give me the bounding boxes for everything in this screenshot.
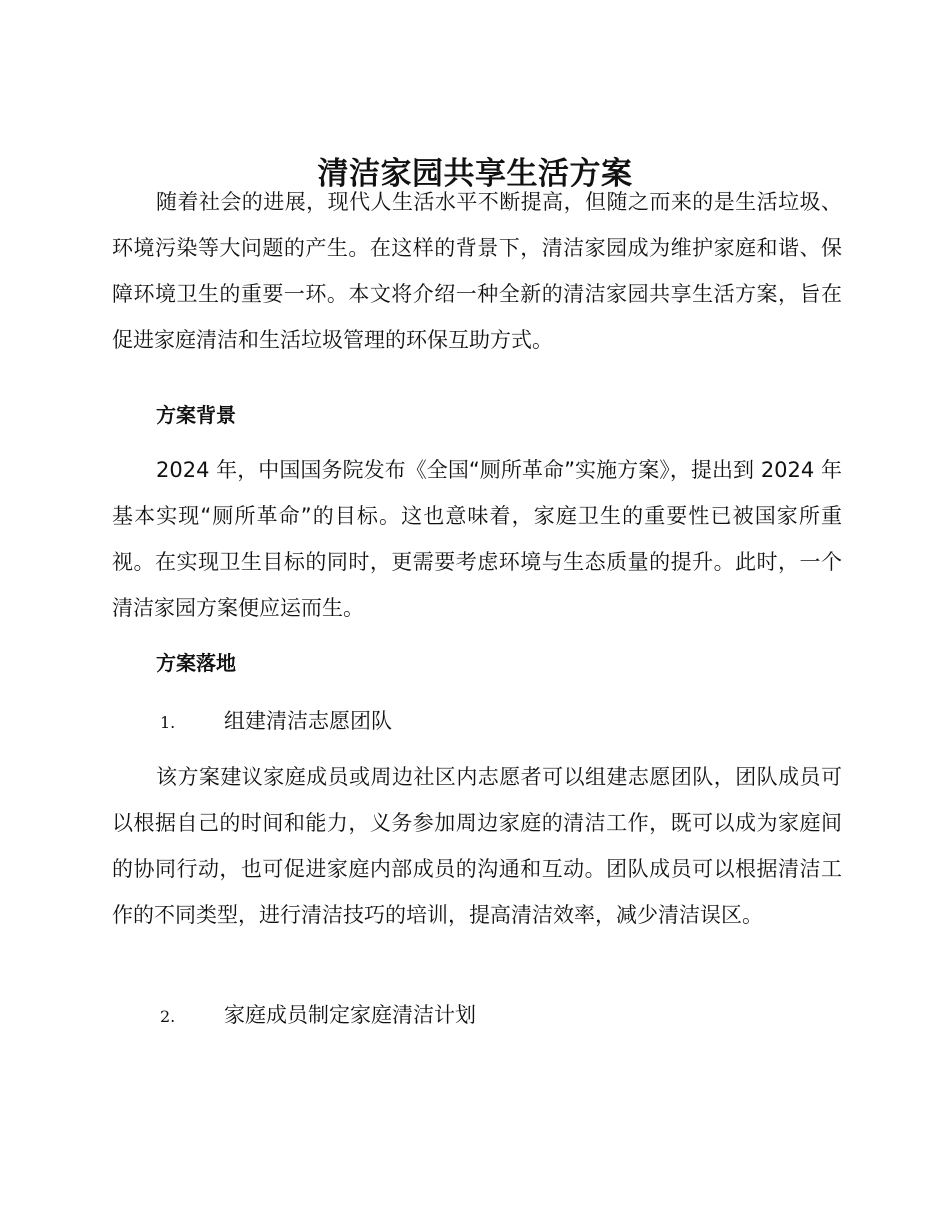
document-title: 清洁家园共享生活方案	[317, 156, 633, 192]
list-item-2	[160, 1000, 476, 1032]
section-heading-implementation: 方案落地	[156, 651, 236, 675]
intro-paragraph: 随着社会的进展，现代人生活水平不断提高，但随之而来的是生活垃圾、环境污染等大问题的产生。在这样的背景下，清洁家园成为维护家庭和谐、保障环境卫生的重要一环。本文将介绍一种全新的清洁家园共享生活方案，旨在促进家庭清洁和生活垃圾管理的环保互助方式。	[112, 190, 842, 352]
list-number: 1.	[160, 713, 176, 732]
background-paragraph: 2024 年，中国国务院发布《全国“厕所革命”实施方案》，提出到 2024 年基本实现“厕所革命”的目标。这也意味着，家庭卫生的重要性已被国家所重视。在实现卫生目标的同时，更需要考虑环境与生态质量的提升。此时，一个清洁家园方案便应运而生。	[112, 458, 842, 620]
section-heading-background: 方案背景	[156, 403, 236, 427]
item1-paragraph: 该方案建议家庭成员或周边社区内志愿者可以组建志愿团队，团队成员可以根据自己的时间和能力，义务参加周边家庭的清洁工作，既可以成为家庭间的协同行动，也可促进家庭内部成员的沟通和互动。团队成员可以根据清洁工作的不同类型，进行清洁技巧的培训，提高清洁效率，减少清洁误区。	[112, 765, 842, 927]
list-item-title: 家庭成员制定家庭清洁计划	[224, 1003, 476, 1027]
list-item-title: 组建清洁志愿团队	[224, 709, 392, 733]
list-item-1	[160, 706, 392, 738]
list-number: 2.	[160, 1007, 176, 1026]
